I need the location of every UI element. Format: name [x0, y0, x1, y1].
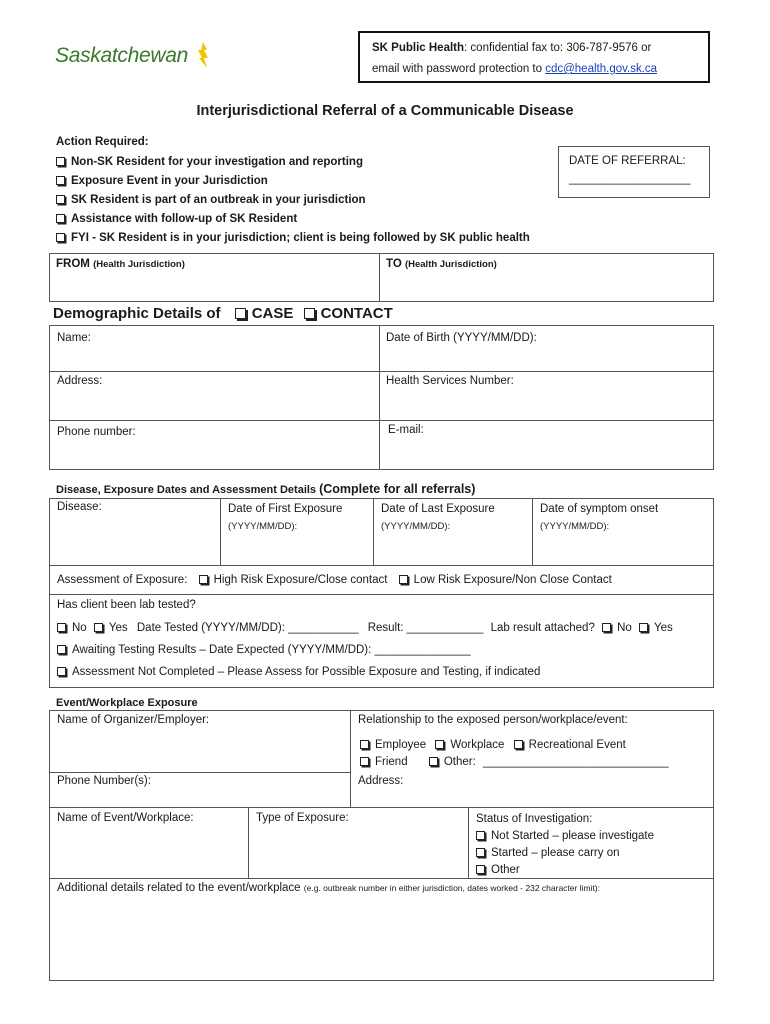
symptom-onset-field[interactable]: Date of symptom onset (YYYY/MM/DD):: [540, 503, 659, 532]
email-field[interactable]: E-mail:: [388, 424, 424, 436]
first-exposure-field[interactable]: Date of First Exposure (YYYY/MM/DD):: [228, 503, 343, 532]
result-field[interactable]: Result: ____________: [367, 622, 484, 634]
employer-phone-field[interactable]: Phone Number(s):: [57, 775, 151, 787]
checkbox[interactable]: [56, 176, 65, 185]
logo-text: Saskatchewan: [55, 44, 188, 67]
demographic-table: [49, 325, 714, 470]
checkbox[interactable]: [56, 233, 65, 242]
fax-info-box: [358, 31, 710, 83]
lab-no-checkbox[interactable]: [57, 623, 66, 632]
not-completed-row[interactable]: Assessment Not Completed – Please Assess for Possible Exposure and Testing, if indicated: [57, 666, 540, 678]
action-item[interactable]: Non-SK Resident for your investigation and reporting: [56, 153, 530, 172]
form-title: Interjurisdictional Referral of a Communicable Disease: [196, 103, 574, 119]
high-risk-checkbox[interactable]: [199, 575, 208, 584]
action-item[interactable]: FYI - SK Resident is in your jurisdiction; client is being followed by SK public health: [56, 229, 530, 248]
last-exposure-field[interactable]: Date of Last Exposure (YYYY/MM/DD):: [381, 503, 495, 532]
exposure-type-field[interactable]: Type of Exposure:: [256, 812, 349, 824]
address-field[interactable]: Address:: [57, 375, 103, 387]
action-item[interactable]: Assistance with follow-up of SK Resident: [56, 210, 530, 229]
employer-address-field[interactable]: Address:: [358, 775, 404, 787]
disease-field[interactable]: Disease:: [57, 501, 102, 513]
not-completed-checkbox[interactable]: [57, 667, 66, 676]
employee-checkbox[interactable]: [360, 740, 369, 749]
attached-yes-checkbox[interactable]: [639, 623, 648, 632]
date-of-referral-label: DATE OF REFERRAL:: [569, 155, 686, 167]
disease-heading: Disease, Exposure Dates and Assessment Details (Complete for all referrals): [56, 482, 476, 496]
demographic-heading: Demographic Details of CASE CONTACT: [53, 305, 393, 322]
email-prefix: email with password protection to: [372, 63, 546, 75]
action-heading: Action Required:: [56, 136, 149, 148]
lab-tested-row: No Yes Date Tested (YYYY/MM/DD): ___________ Result: ____________ Lab result attached? No Yes: [57, 622, 673, 634]
action-item[interactable]: SK Resident is part of an outbreak in your jurisdiction: [56, 191, 530, 210]
assessment-row: Assessment of Exposure: High Risk Exposure/Close contact Low Risk Exposure/Non Close Contact: [57, 574, 612, 586]
to-field[interactable]: TO (Health Jurisdiction): [386, 258, 497, 270]
lab-question: Has client been lab tested?: [57, 599, 196, 611]
cdc-email-link[interactable]: cdc@health.gov.sk.ca: [545, 63, 658, 75]
event-name-field[interactable]: Name of Event/Workplace:: [57, 812, 194, 824]
contact-checkbox[interactable]: [304, 308, 315, 319]
action-item[interactable]: Exposure Event in your Jurisdiction: [56, 172, 530, 191]
saskatchewan-logo: [55, 40, 215, 74]
low-risk-checkbox[interactable]: [399, 575, 408, 584]
fax-label: SK Public Health: [372, 42, 465, 54]
attached-no-checkbox[interactable]: [602, 623, 611, 632]
other-relationship-checkbox[interactable]: [429, 757, 438, 766]
workplace-checkbox[interactable]: [435, 740, 444, 749]
other-relationship-field[interactable]: _____________________________: [482, 756, 669, 768]
phone-field[interactable]: Phone number:: [57, 426, 136, 438]
started-checkbox[interactable]: [476, 848, 485, 857]
friend-checkbox[interactable]: [360, 757, 369, 766]
case-checkbox[interactable]: [235, 308, 246, 319]
dob-field[interactable]: Date of Birth (YYYY/MM/DD):: [386, 332, 537, 344]
hsn-field[interactable]: Health Services Number:: [386, 375, 514, 387]
investigation-status: Status of Investigation: Not Started – please investigate Started – please carry on Other: [476, 813, 655, 876]
recreational-checkbox[interactable]: [514, 740, 523, 749]
action-list: [56, 153, 530, 248]
relationship-options-2: Friend Other: _____________________________: [360, 756, 668, 768]
date-of-referral-blank: ___________________: [569, 173, 691, 185]
other-status-checkbox[interactable]: [476, 865, 485, 874]
organizer-field[interactable]: Name of Organizer/Employer:: [57, 714, 210, 726]
lab-yes-checkbox[interactable]: [94, 623, 103, 632]
additional-details-field[interactable]: Additional details related to the event/workplace (e.g. outbreak number in either jurisdiction, dates worked - 232 character limit):: [57, 882, 600, 894]
checkbox[interactable]: [56, 195, 65, 204]
checkbox[interactable]: [56, 157, 65, 166]
fax-number-text: : confidential fax to: 306-787-9576 or: [464, 42, 652, 54]
date-tested-field[interactable]: Date Tested (YYYY/MM/DD): ___________: [136, 622, 359, 634]
checkbox[interactable]: [56, 214, 65, 223]
from-field[interactable]: FROM (Health Jurisdiction): [56, 258, 185, 270]
date-of-referral-box[interactable]: [558, 146, 710, 198]
relationship-options-1: Employee Workplace Recreational Event: [360, 739, 626, 751]
wheat-icon: [195, 40, 211, 70]
name-field[interactable]: Name:: [57, 332, 91, 344]
awaiting-row[interactable]: Awaiting Testing Results – Date Expected (YYYY/MM/DD): _______________: [57, 644, 470, 656]
not-started-checkbox[interactable]: [476, 831, 485, 840]
event-heading: Event/Workplace Exposure: [56, 697, 198, 709]
awaiting-checkbox[interactable]: [57, 645, 66, 654]
relationship-label: Relationship to the exposed person/workplace/event:: [358, 714, 628, 726]
